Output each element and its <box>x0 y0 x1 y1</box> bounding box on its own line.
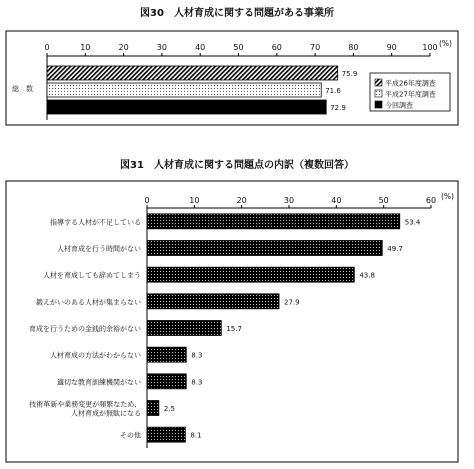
chart1-tick-label: 90 <box>386 43 397 52</box>
chart2-bar <box>147 214 400 229</box>
chart2-unit: (%) <box>441 192 454 201</box>
chart2-value-label: 8.1 <box>190 431 202 440</box>
chart1-tick-label: 100 <box>422 43 438 52</box>
chart2-tick-label: 40 <box>331 196 342 205</box>
chart1-legend-swatch <box>375 101 382 108</box>
chart1-value-label: 72.9 <box>330 104 346 112</box>
chart2-bar <box>147 267 354 282</box>
chart1-value-label: 71.6 <box>325 87 341 95</box>
chart2-value-label: 2.5 <box>163 405 175 413</box>
chart2-value-label: 53.4 <box>404 218 421 227</box>
chart1-legend-label: 今回調査 <box>385 101 413 110</box>
chart2-category-label: 人材を育成しても辞めてしまう <box>43 271 141 280</box>
chart1-tick-label: 70 <box>310 43 321 52</box>
chart2-tick-label: 20 <box>236 196 247 205</box>
chart1-unit: (%) <box>439 39 452 48</box>
chart2-bar <box>147 427 185 442</box>
chart2-bar <box>147 347 186 362</box>
chart1-tick-label: 40 <box>195 43 206 52</box>
chart2-bar <box>147 401 159 416</box>
chart2-title: 図31 人材育成に関する問題点の内訳（複数回答） <box>120 160 354 171</box>
chart2-value-label: 27.9 <box>284 298 300 307</box>
chart2-category-label: 育成を行うための金銭的余裕がない <box>29 325 141 333</box>
chart2-tick-label: 30 <box>283 196 295 205</box>
chart2-tick-label: 0 <box>144 196 150 205</box>
chart1-value-label: 75.9 <box>341 70 358 78</box>
chart1-category-label: 総 数 <box>12 85 33 93</box>
chart2-category-label: 指導する人材が不足している <box>50 218 141 227</box>
chart1-bar <box>47 100 326 114</box>
chart1-tick-label: 10 <box>80 43 91 52</box>
chart1-bar <box>47 66 338 80</box>
chart2-category-label: 技術革新や業務変更が頻繁なため、 <box>29 400 141 409</box>
chart2-value-label: 8.3 <box>191 351 203 360</box>
chart2-value-label: 49.7 <box>387 245 403 253</box>
chart1-legend-swatch <box>375 79 382 86</box>
chart1-tick-label: 30 <box>156 43 167 52</box>
chart2-category-label: 適切な教育訓練機関がない <box>57 378 141 387</box>
chart2-tick-label: 60 <box>425 196 437 205</box>
chart2-bar <box>147 241 382 256</box>
chart2-category-label: 人材育成の方法がわからない <box>50 351 141 360</box>
chart1-title: 図30 人材育成に関する問題がある事業所 <box>140 8 334 19</box>
chart1-legend-swatch <box>375 90 382 97</box>
chart1-tick-label: 0 <box>44 43 50 52</box>
chart1-tick-label: 60 <box>271 43 282 52</box>
chart2-bar <box>147 321 221 336</box>
chart2-bar <box>147 374 186 389</box>
chart2-value-label: 43.8 <box>359 271 375 280</box>
chart1-legend-label: 平成27年度調査 <box>385 90 436 99</box>
chart1-bar <box>47 83 321 97</box>
chart2-category-label: その他 <box>120 431 141 440</box>
chart1-tick-label: 20 <box>118 43 129 52</box>
chart1-tick-label: 80 <box>348 43 359 52</box>
chart2-tick-label: 50 <box>378 196 389 205</box>
chart2-tick-label: 10 <box>189 196 200 205</box>
chart2-category-label: 人材育成を行う時間がない <box>57 245 141 253</box>
chart2-category-label: 鍛えがいのある人材が集まらない <box>36 298 141 307</box>
chart2-bar <box>147 294 279 309</box>
chart1-tick-label: 50 <box>233 43 244 52</box>
chart2-category-label: 人材育成が無駄になる <box>71 409 141 418</box>
chart1-legend-label: 平成26年度調査 <box>385 79 436 88</box>
chart2-value-label: 15.7 <box>226 325 242 333</box>
chart2-value-label: 8.3 <box>191 378 203 387</box>
